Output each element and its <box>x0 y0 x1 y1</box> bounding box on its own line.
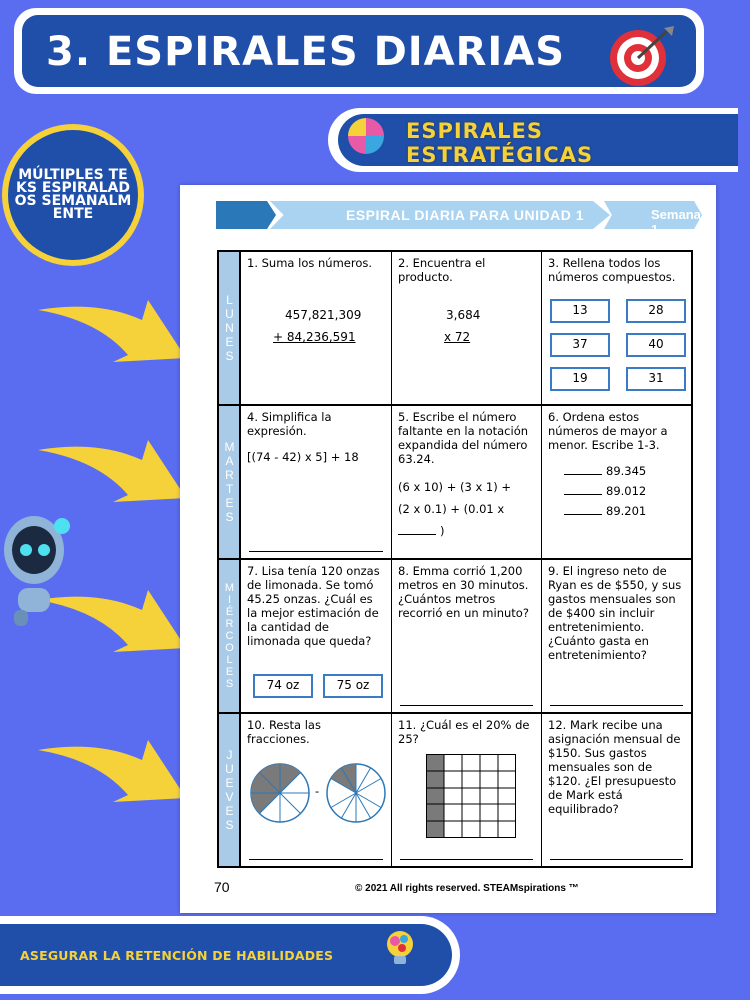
teks-badge-text: MÚLTIPLES TEKS ESPIRALADOS SEMANALMENTE <box>14 167 132 222</box>
teks-badge-inner <box>8 130 138 260</box>
retention-label: ASEGURAR LA RETENCIÓN DE HABILIDADES <box>20 948 334 963</box>
problem-3 <box>541 252 691 404</box>
strategic-spirals-label: ESPIRALES ESTRATÉGICAS <box>406 119 594 167</box>
arrow-icon <box>38 740 188 850</box>
problem-text: 3. Rellena todos los números compuestos. <box>548 256 676 284</box>
copyright: © 2021 All rights reserved. STEAMspirations ™ <box>355 883 579 894</box>
day-text: MIÉRCOLES <box>223 582 236 690</box>
problem-text: 10. Resta las fracciones. <box>247 718 321 746</box>
day-text: MARTES <box>222 440 237 524</box>
answer-line[interactable] <box>249 859 383 860</box>
option-box[interactable]: 13 <box>550 299 610 323</box>
problem-10 <box>241 714 391 866</box>
option-box[interactable]: 74 oz <box>253 674 313 698</box>
retention-pill <box>0 916 460 994</box>
order-value: 89.345 <box>606 464 647 478</box>
option-box[interactable]: 37 <box>550 333 610 357</box>
lightbulb-icon <box>380 926 420 970</box>
order-value: 89.201 <box>606 504 647 518</box>
fraction-circle-2 <box>325 762 387 824</box>
option-box[interactable]: 19 <box>550 367 610 391</box>
problem-text: 9. El ingreso neto de Ryan es de $550, y sus gastos mensuales son de $400 sin incluir entretenimiento. ¿Cuánto gasta en entretenimiento? <box>548 564 682 662</box>
problem-text: 12. Mark recibe una asignación mensual de $150. Sus gastos mensuales son de $120. ¿El presupuesto de Mark está equilibrado? <box>548 718 681 816</box>
problem-12 <box>541 714 691 866</box>
answer-line[interactable] <box>249 551 383 552</box>
day-label-jueves <box>219 714 241 866</box>
order-item <box>564 464 685 478</box>
order-value: 89.012 <box>606 484 647 498</box>
answer-line[interactable] <box>550 859 683 860</box>
day-label-miercoles <box>219 560 241 712</box>
expression: [(74 - 42) x 5] + 18 <box>247 450 359 464</box>
robot-icon <box>0 500 70 630</box>
day-text: LUNES <box>222 293 237 363</box>
problem-text: 6. Ordena estos números de mayor a menor. Escribe 1-3. <box>548 410 668 452</box>
teks-badge <box>2 124 144 266</box>
order-item <box>564 484 685 498</box>
problem-1 <box>241 252 391 404</box>
arrow-icon <box>38 300 188 410</box>
problem-8 <box>391 560 541 712</box>
row-lunes <box>217 250 693 406</box>
problem-11 <box>391 714 541 866</box>
answer-line[interactable] <box>400 859 533 860</box>
order-item <box>564 504 685 518</box>
day-text: JUEVES <box>222 748 237 832</box>
row-martes <box>217 404 693 560</box>
blank-line[interactable] <box>564 494 602 495</box>
quadrant-icon <box>346 118 386 154</box>
factor-2: x 72 <box>444 330 471 344</box>
blank-line[interactable] <box>398 534 436 535</box>
worksheet-page <box>180 185 716 913</box>
option-box[interactable]: 75 oz <box>323 674 383 698</box>
blank-line[interactable] <box>564 474 602 475</box>
page-title: 3. ESPIRALES DIARIAS <box>46 29 566 75</box>
problem-text: 4. Simplifica la expresión. <box>247 410 332 438</box>
answer-line[interactable] <box>550 705 683 706</box>
percent-grid <box>426 754 516 838</box>
problem-6 <box>541 406 691 558</box>
problem-5 <box>391 406 541 558</box>
target-icon <box>606 24 678 88</box>
worksheet-week: Semana 1 <box>651 207 701 237</box>
title-inner <box>22 15 696 87</box>
factor-1: 3,684 <box>446 308 481 322</box>
addend-1: 457,821,309 <box>285 308 362 322</box>
option-box[interactable]: 40 <box>626 333 686 357</box>
option-box[interactable]: 31 <box>626 367 686 391</box>
problem-text: 8. Emma corrió 1,200 metros en 30 minutos. ¿Cuántos metros recorrió en un minuto? <box>398 564 529 620</box>
problem-text: 5. Escribe el número faltante en la notación expandida del número 63.24. <box>398 410 529 466</box>
title-banner <box>14 8 704 94</box>
addend-2: + 84,236,591 <box>273 330 356 344</box>
problem-text: 2. Encuentra el producto. <box>398 256 486 284</box>
fraction-circle-1 <box>249 762 311 824</box>
row-jueves <box>217 712 693 868</box>
worksheet-header <box>216 201 702 237</box>
closing-paren: ) <box>440 524 445 538</box>
problem-2 <box>391 252 541 404</box>
header-chevron-dark <box>216 201 276 229</box>
answer-line[interactable] <box>400 705 533 706</box>
worksheet-title: ESPIRAL DIARIA PARA UNIDAD 1 <box>346 207 585 223</box>
blank-line[interactable] <box>564 514 602 515</box>
problem-9 <box>541 560 691 712</box>
expanded-line-3 <box>398 524 535 538</box>
day-label-lunes <box>219 252 241 404</box>
page-number: 70 <box>214 879 230 895</box>
expanded-line-2: (2 x 0.1) + (0.01 x <box>398 502 505 516</box>
problem-text: 7. Lisa tenía 120 onzas de limonada. Se tomó 45.25 onzas. ¿Cuál es la mejor estimación de la cantidad de limonada que queda? <box>247 564 380 648</box>
problem-7 <box>241 560 391 712</box>
problem-text: 1. Suma los números. <box>247 256 373 270</box>
strategic-spirals-pill <box>328 108 738 172</box>
problem-text: 11. ¿Cuál es el 20% de 25? <box>398 718 530 746</box>
expanded-line-1: (6 x 10) + (3 x 1) + <box>398 480 512 494</box>
row-miercoles <box>217 558 693 714</box>
minus-sign: - <box>315 784 320 798</box>
problem-4 <box>241 406 391 558</box>
day-label-martes <box>219 406 241 558</box>
option-box[interactable]: 28 <box>626 299 686 323</box>
